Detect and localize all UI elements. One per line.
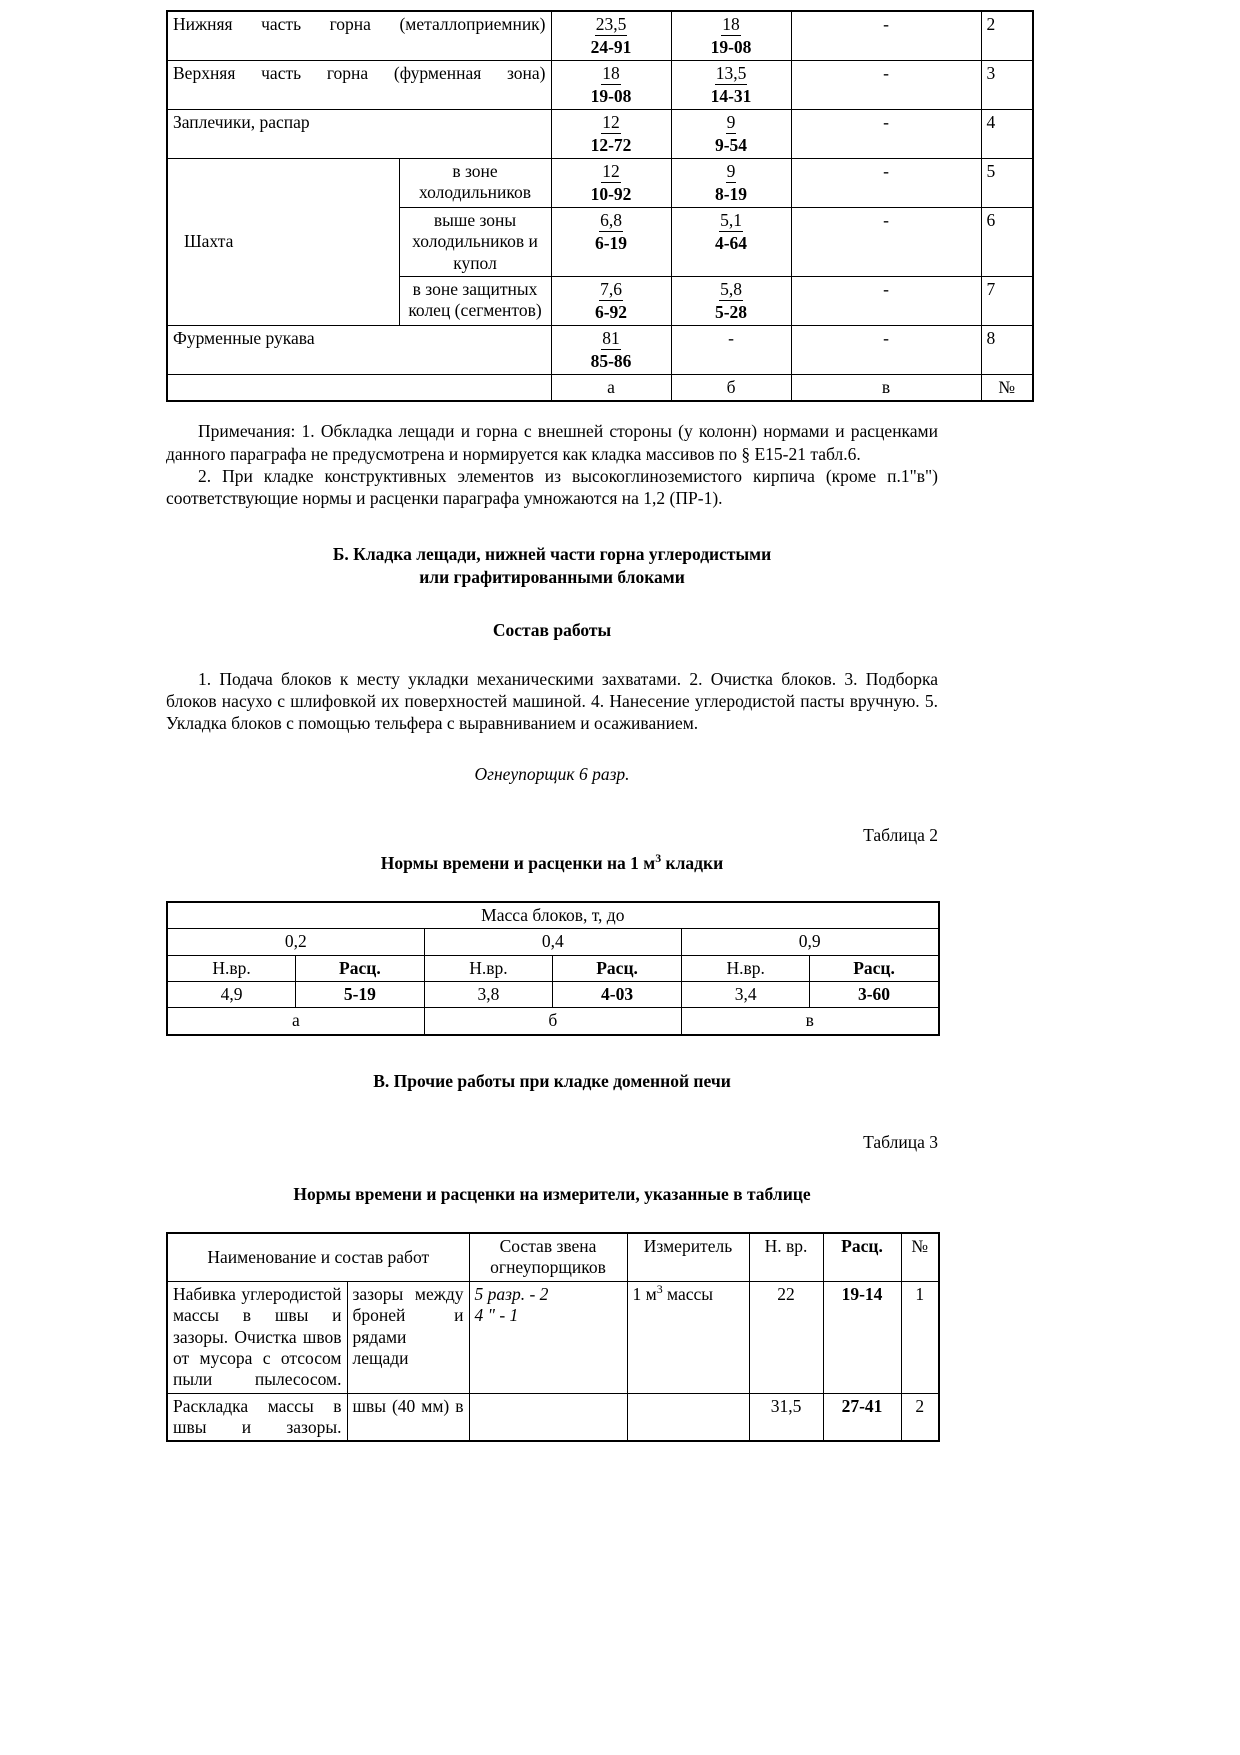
header-measure: Измеритель bbox=[627, 1233, 749, 1281]
value-rate-2: 3-60 bbox=[810, 981, 939, 1007]
cell-crew bbox=[469, 1393, 627, 1441]
cell-number: 4 bbox=[981, 110, 1033, 159]
table-two-heading bbox=[166, 852, 938, 875]
cell-work-description: Раскладка массы в швы и зазоры. bbox=[167, 1393, 347, 1441]
table-three-heading: Нормы времени и расценки на измерители, указанные в таблице bbox=[293, 1184, 811, 1205]
measure-post: массы bbox=[662, 1283, 714, 1304]
spacer bbox=[166, 509, 938, 543]
row-subname: в зоне холодильников bbox=[399, 159, 551, 208]
table-row bbox=[167, 11, 1033, 61]
subheader-rate-0: Расц. bbox=[296, 955, 425, 981]
numerator: 13,5 bbox=[715, 63, 747, 83]
subheader-norm-0: Н.вр. bbox=[167, 955, 296, 981]
header-crew bbox=[469, 1233, 627, 1281]
header-crew-line2: огнеупорщиков bbox=[490, 1257, 606, 1278]
cell-a bbox=[551, 326, 671, 375]
worker-qualification: Огнеупорщик 6 разр. bbox=[474, 764, 630, 785]
cell-number: 6 bbox=[981, 208, 1033, 277]
cell-b bbox=[671, 110, 791, 159]
cell-v: - bbox=[791, 208, 981, 277]
denominator: 5-28 bbox=[714, 302, 748, 323]
denominator: 24-91 bbox=[590, 37, 632, 57]
cell-rate: 27-41 bbox=[823, 1393, 901, 1441]
cell-rate: 19-14 bbox=[823, 1281, 901, 1393]
cell-a bbox=[551, 11, 671, 61]
numerator: 9 bbox=[726, 161, 736, 181]
mass-0: 0,2 bbox=[167, 929, 424, 955]
cell-b bbox=[671, 159, 791, 208]
numerator: 23,5 bbox=[595, 14, 627, 34]
spacer bbox=[166, 1092, 938, 1132]
value-rate-0: 5-19 bbox=[296, 981, 425, 1007]
table-two-label: Таблица 2 bbox=[863, 825, 938, 846]
table-row bbox=[167, 1393, 939, 1441]
spacer bbox=[166, 589, 938, 619]
footer-b: б bbox=[424, 1008, 681, 1035]
value-norm-1: 3,8 bbox=[424, 981, 553, 1007]
numerator: 12 bbox=[602, 112, 620, 132]
header-work-name: Наименование и состав работ bbox=[167, 1233, 469, 1281]
table-footer-row bbox=[167, 375, 1033, 402]
cell-norm: 22 bbox=[749, 1281, 823, 1393]
numerator: 12 bbox=[602, 161, 620, 181]
cell-a bbox=[551, 208, 671, 277]
table-header-row bbox=[167, 1233, 939, 1281]
cell-v: - bbox=[791, 326, 981, 375]
note-one: Примечания: 1. Обкладка лещади и горна с внешней стороны (у колонн) нормами и расценками данного параграфа не предусмотрена и нормируется как кладка массивов по § Е15-21 табл.6. bbox=[166, 421, 938, 464]
header-norm: Н. вр. bbox=[749, 1233, 823, 1281]
values-row bbox=[167, 981, 939, 1007]
subheader-norm-2: Н.вр. bbox=[681, 955, 810, 981]
subheader-row bbox=[167, 955, 939, 981]
subheader-norm-1: Н.вр. bbox=[424, 955, 553, 981]
row-subname: в зоне защитных колец (сегментов) bbox=[399, 277, 551, 326]
section-b-heading-line1: Б. Кладка лещади, нижней части горна углеродистыми bbox=[332, 544, 772, 565]
table-title-row bbox=[167, 902, 939, 929]
document-page bbox=[166, 0, 1016, 1442]
footer-v: в bbox=[681, 1008, 938, 1035]
measure-superscript: 3 bbox=[656, 1281, 663, 1296]
denominator: 12-72 bbox=[590, 135, 632, 155]
work-composition-text: 1. Подача блоков к месту укладки механическими захватами. 2. Очистка блоков. 3. Подборка блоков насухо с шлифовкой их поверхностей машиной. 4. Нанесение углеродистой пасты вручную. 5. Укладка блоков с помощью тельфера с выравниванием и осаживанием. bbox=[166, 668, 938, 733]
row-name: Верхняя часть горна (фурменная зона) bbox=[167, 61, 551, 110]
cell-number: 3 bbox=[981, 61, 1033, 110]
cell-b bbox=[671, 61, 791, 110]
cell-number: 2 bbox=[901, 1393, 939, 1441]
footer-v: в bbox=[791, 375, 981, 402]
spacer bbox=[166, 875, 938, 901]
denominator: 19-08 bbox=[710, 37, 752, 57]
table-row bbox=[167, 1281, 939, 1393]
crew-line1: 5 разр. - 2 bbox=[474, 1283, 549, 1304]
heading-post: кладки bbox=[661, 853, 724, 874]
cell-v: - bbox=[791, 11, 981, 61]
denominator: 8-19 bbox=[714, 184, 748, 204]
denominator: 85-86 bbox=[590, 351, 632, 372]
cell-number: 5 bbox=[981, 159, 1033, 208]
numerator: 6,8 bbox=[600, 210, 622, 230]
numerator: 5,1 bbox=[720, 210, 742, 230]
spacer bbox=[166, 0, 938, 10]
header-rate: Расц. bbox=[823, 1233, 901, 1281]
footer-a: а bbox=[167, 1008, 424, 1035]
cell-b bbox=[671, 11, 791, 61]
cell-number: 1 bbox=[901, 1281, 939, 1393]
numerator: 18 bbox=[602, 63, 620, 83]
cell-v: - bbox=[791, 110, 981, 159]
cell-b bbox=[671, 277, 791, 326]
cell-measure bbox=[627, 1393, 749, 1441]
value-norm-0: 4,9 bbox=[167, 981, 296, 1007]
note-two: 2. При кладке конструктивных элементов из высокоглиноземистого кирпича (кроме п.1"в") соответствующие нормы и расценки параграфа умножаются на 1,2 (ПР-1). bbox=[166, 465, 938, 509]
table-three-label: Таблица 3 bbox=[863, 1132, 938, 1153]
cell-work-detail: швы (40 мм) в bbox=[347, 1393, 469, 1441]
norms-table-one bbox=[166, 10, 1034, 402]
mass-1: 0,4 bbox=[424, 929, 681, 955]
denominator: 9-54 bbox=[714, 135, 748, 155]
denominator: 10-92 bbox=[590, 184, 632, 204]
cell-v: - bbox=[791, 159, 981, 208]
table-row bbox=[167, 110, 1033, 159]
cell-a bbox=[551, 61, 671, 110]
spacer bbox=[166, 734, 938, 764]
subheader-rate-1: Расц. bbox=[553, 955, 682, 981]
cell-number: 7 bbox=[981, 277, 1033, 326]
norms-table-three bbox=[166, 1232, 940, 1442]
footer-b: б bbox=[671, 375, 791, 402]
section-b-heading-line2: или графитированными блоками bbox=[419, 567, 685, 587]
row-subname: выше зоны холодильников и купол bbox=[399, 208, 551, 277]
table-row bbox=[167, 326, 1033, 375]
denominator: 6-19 bbox=[594, 233, 628, 253]
heading-superscript: 3 bbox=[655, 851, 662, 866]
measure-pre: 1 м bbox=[632, 1283, 657, 1304]
mass-title: Масса блоков, т, до bbox=[167, 902, 939, 929]
denominator: 4-64 bbox=[714, 233, 748, 253]
spacer bbox=[166, 785, 938, 825]
cell-a bbox=[551, 159, 671, 208]
subheader-rate-2: Расц. bbox=[810, 955, 939, 981]
header-crew-line1: Состав звена bbox=[499, 1236, 597, 1257]
cell-measure bbox=[627, 1281, 749, 1393]
value-norm-2: 3,4 bbox=[681, 981, 810, 1007]
section-v-heading: В. Прочие работы при кладке доменной печи bbox=[373, 1070, 731, 1091]
header-number: № bbox=[901, 1233, 939, 1281]
numerator: 5,8 bbox=[720, 279, 742, 300]
footer-number: № bbox=[981, 375, 1033, 402]
numerator: 9 bbox=[726, 112, 736, 132]
cell-v: - bbox=[791, 61, 981, 110]
work-composition-heading: Состав работы bbox=[492, 619, 612, 640]
norms-table-two bbox=[166, 901, 940, 1036]
cell-work-description: Набивка углеродистой массы в швы и зазоры. Очистка швов от мусора с отсосом пыли пылесосом. bbox=[167, 1281, 347, 1393]
cell-a bbox=[551, 110, 671, 159]
crew-line2: 4 " - 1 bbox=[474, 1305, 519, 1326]
spacer bbox=[166, 1036, 938, 1070]
numerator: 81 bbox=[602, 328, 620, 349]
denominator: 6-92 bbox=[594, 302, 628, 323]
table-row bbox=[167, 159, 1033, 208]
cell-b: - bbox=[671, 326, 791, 375]
value-rate-1: 4-03 bbox=[553, 981, 682, 1007]
numerator: 7,6 bbox=[600, 279, 622, 300]
footer-name bbox=[167, 375, 551, 402]
row-name: Фурменные рукава bbox=[167, 326, 551, 375]
cell-b bbox=[671, 208, 791, 277]
numerator: 18 bbox=[722, 14, 740, 34]
cell-number: 2 bbox=[981, 11, 1033, 61]
mass-header-row bbox=[167, 929, 939, 955]
cell-norm: 31,5 bbox=[749, 1393, 823, 1441]
denominator: 19-08 bbox=[590, 86, 632, 106]
footer-a: а bbox=[551, 375, 671, 402]
row-name: Нижняя часть горна (металлоприемник) bbox=[167, 11, 551, 61]
cell-crew bbox=[469, 1281, 627, 1393]
spacer bbox=[166, 642, 938, 668]
spacer bbox=[166, 402, 938, 420]
table-row bbox=[167, 61, 1033, 110]
cell-work-detail: зазоры между броней и рядами лещади bbox=[347, 1281, 469, 1393]
heading-pre: Нормы времени и расценки на 1 м bbox=[380, 853, 656, 874]
cell-a bbox=[551, 277, 671, 326]
mass-2: 0,9 bbox=[681, 929, 938, 955]
cell-v: - bbox=[791, 277, 981, 326]
cell-number: 8 bbox=[981, 326, 1033, 375]
spacer bbox=[166, 1153, 938, 1183]
spacer bbox=[166, 1206, 938, 1232]
row-group-name-shaft: Шахта bbox=[167, 159, 399, 326]
denominator: 14-31 bbox=[710, 86, 752, 106]
table-footer-row bbox=[167, 1008, 939, 1035]
row-name: Заплечики, распар bbox=[167, 110, 551, 159]
